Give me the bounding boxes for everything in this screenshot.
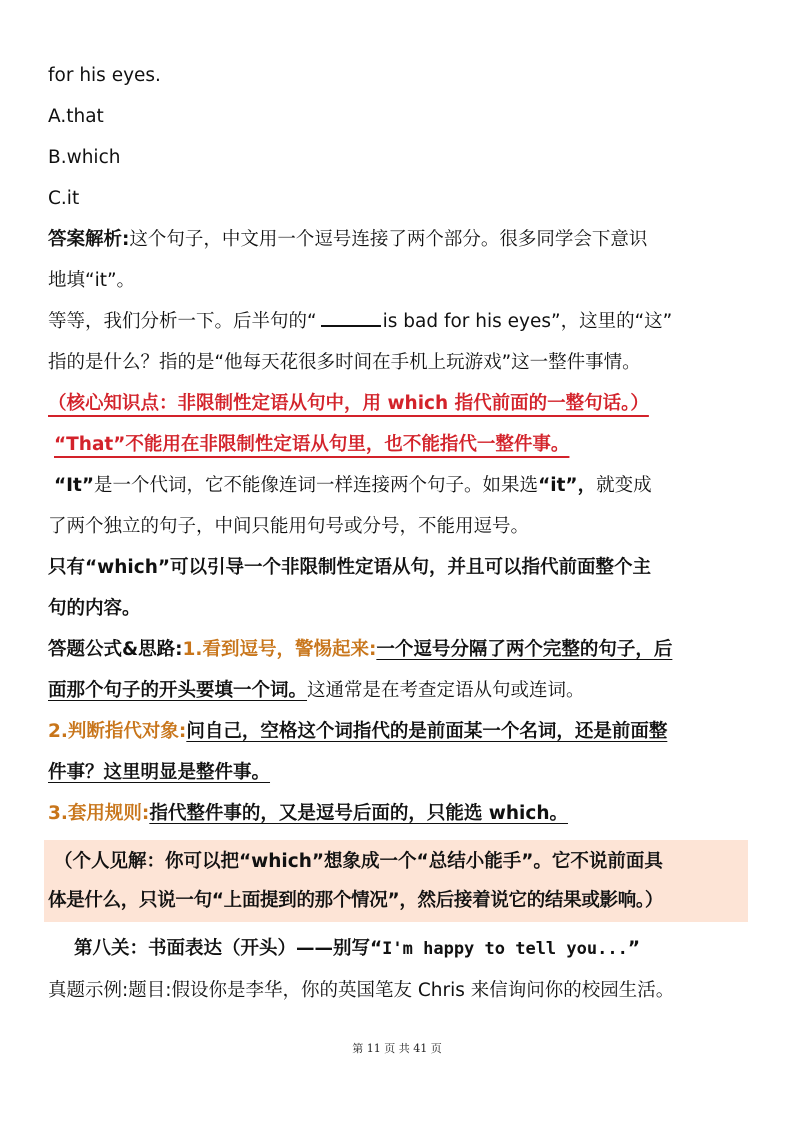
question-tail: for his eyes. xyxy=(48,65,161,86)
formula-line-2 xyxy=(48,670,748,711)
step-1-text-cont: 面那个句子的开头要填一个词。 xyxy=(48,680,308,701)
it-quote-2: “it”， xyxy=(538,475,597,496)
analysis-line-3 xyxy=(48,301,748,342)
analysis-line-1 xyxy=(48,219,748,260)
it-quote: “It” xyxy=(54,475,95,496)
it-explanation-2: 了两个独立的句子，中间只能用句号或分号，不能用逗号。 xyxy=(48,516,530,537)
formula-line-1 xyxy=(48,629,748,670)
step-3-text: 指代整件事的，又是逗号后面的，只能选 which。 xyxy=(149,803,568,824)
section-8-title: 第八关：书面表达（开头）——别写“ xyxy=(74,938,383,959)
analysis-label: 答案解析: xyxy=(48,229,130,250)
step-2-line-1 xyxy=(48,711,748,752)
formula-label: 答题公式&思路: xyxy=(48,639,183,660)
step-3-title: 3.套用规则: xyxy=(48,803,150,824)
it-tail: 就变成 xyxy=(596,475,652,496)
step-1-title: 1.看到逗号，警惕起来: xyxy=(182,639,377,660)
page-number: 第 11 页 共 41 页 xyxy=(352,1042,442,1055)
step-1-note: 这通常是在考查定语从句或连词。 xyxy=(307,680,585,701)
it-text: 是一个代词，它不能像连词一样连接两个句子。如果选 xyxy=(94,475,539,496)
section-8-close-quote: ” xyxy=(627,938,640,959)
analysis-line-4: 指的是什么？指的是“他每天花很多时间在手机上玩游戏”这一整件事情。 xyxy=(48,352,641,373)
document-body xyxy=(48,55,748,1011)
option-a: A.that xyxy=(48,106,104,127)
analysis-text-pre: 等等，我们分析一下。后半句的“ xyxy=(48,311,317,332)
analysis-text: 这个句子，中文用一个逗号连接了两个部分。很多同学会下意识 xyxy=(129,229,648,250)
section-8-heading xyxy=(74,928,748,970)
option-c: C.it xyxy=(48,188,80,209)
insight-line-1: （个人见解：你可以把“which”想象成一个“总结小能手”。它不说前面具 xyxy=(54,851,663,872)
analysis-text-post: is bad for his eyes”，这里的“这” xyxy=(382,311,673,332)
it-explanation-1 xyxy=(54,465,748,506)
blank-line xyxy=(321,307,381,327)
insight-line-2: 体是什么，只说一句“上面提到的那个情况”，然后接着说它的结果或影响。） xyxy=(48,890,664,911)
step-1-text: 一个逗号分隔了两个完整的句子，后 xyxy=(376,639,673,660)
analysis-line-2: 地填“it”。 xyxy=(48,270,136,291)
which-rule-1: 只有“which”可以引导一个非限制性定语从句，并且可以指代前面整个主 xyxy=(48,557,652,578)
step-2-title: 2.判断指代对象: xyxy=(48,721,187,742)
step-3-line xyxy=(48,793,748,834)
section-8-example: I'm happy to tell you... xyxy=(382,939,628,959)
core-knowledge-point: （核心知识点：非限制性定语从句中，用 which 指代前面的一整句话。） xyxy=(48,393,649,414)
step-2-line-2: 件事？这里明显是整件事。 xyxy=(48,762,271,783)
that-rule: “That”不能用在非限制性定语从句里，也不能指代一整件事。 xyxy=(54,434,570,455)
example-prompt: 真题示例:题目:假设你是李华，你的英国笔友 Chris 来信询问你的校园生活。 xyxy=(48,980,675,1001)
step-2-text: 问自己，空格这个词指代的是前面某一个名词，还是前面整 xyxy=(186,721,668,742)
which-rule-2: 句的内容。 xyxy=(48,598,141,619)
option-b: B.which xyxy=(48,147,121,168)
personal-insight-box xyxy=(44,840,748,922)
